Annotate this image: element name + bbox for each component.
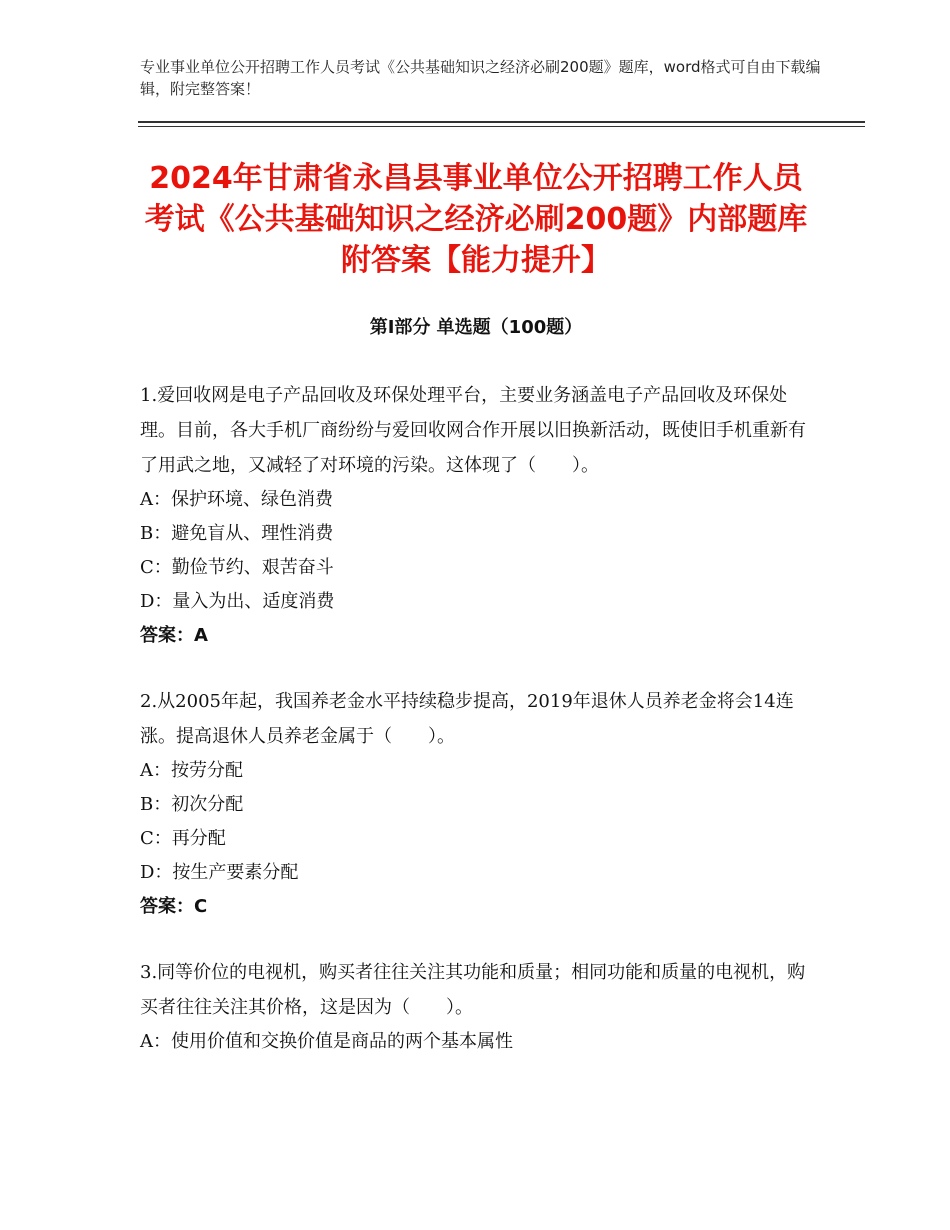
- option-c: C：再分配: [140, 828, 226, 849]
- option-d: D：量入为出、适度消费: [140, 591, 335, 612]
- question-2: [140, 684, 812, 924]
- header-divider-thin: [138, 126, 865, 127]
- answer-line: 答案：C: [140, 896, 208, 917]
- option-a: A：使用价值和交换价值是商品的两个基本属性: [140, 1031, 513, 1052]
- option-a: A：按劳分配: [140, 760, 243, 781]
- question-stem: 3.同等价位的电视机，购买者往往关注其功能和质量；相同功能和质量的电视机，购买者往往关注其价格，这是因为（ ）。: [140, 962, 806, 1018]
- answer-line: 答案：A: [140, 625, 208, 646]
- question-list: [140, 378, 812, 1090]
- option-c: C：勤俭节约、艰苦奋斗: [140, 557, 334, 578]
- question-3: [140, 955, 812, 1059]
- option-b: B：初次分配: [140, 794, 244, 815]
- question-stem: 1.爱回收网是电子产品回收及环保处理平台，主要业务涵盖电子产品回收及环保处理。目前，各大手机厂商纷纷与爱回收网合作开展以旧换新活动，既使旧手机重新有了用武之地，又减轻了对环境的污染。这体现了（ ）。: [140, 385, 806, 476]
- option-d: D：按生产要素分配: [140, 862, 299, 883]
- question-stem: 2.从2005年起，我国养老金水平持续稳步提高，2019年退休人员养老金将会14连涨。提高退休人员养老金属于（ ）。: [140, 691, 794, 747]
- question-1: [140, 378, 812, 653]
- option-b: B：避免盲从、理性消费: [140, 523, 334, 544]
- page-header: [140, 56, 830, 100]
- option-a: A：保护环境、绿色消费: [140, 489, 333, 510]
- document-title: 2024年甘肃省永昌县事业单位公开招聘工作人员考试《公共基础知识之经济必刷200题》内部题库附答案【能力提升】: [144, 161, 808, 278]
- header-text: 专业事业单位公开招聘工作人员考试《公共基础知识之经济必刷200题》题库，word格式可自由下载编辑，附完整答案！: [140, 58, 821, 98]
- section-heading: 第Ⅰ部分 单选题（100题）: [369, 317, 583, 338]
- header-divider-thick: [138, 121, 865, 123]
